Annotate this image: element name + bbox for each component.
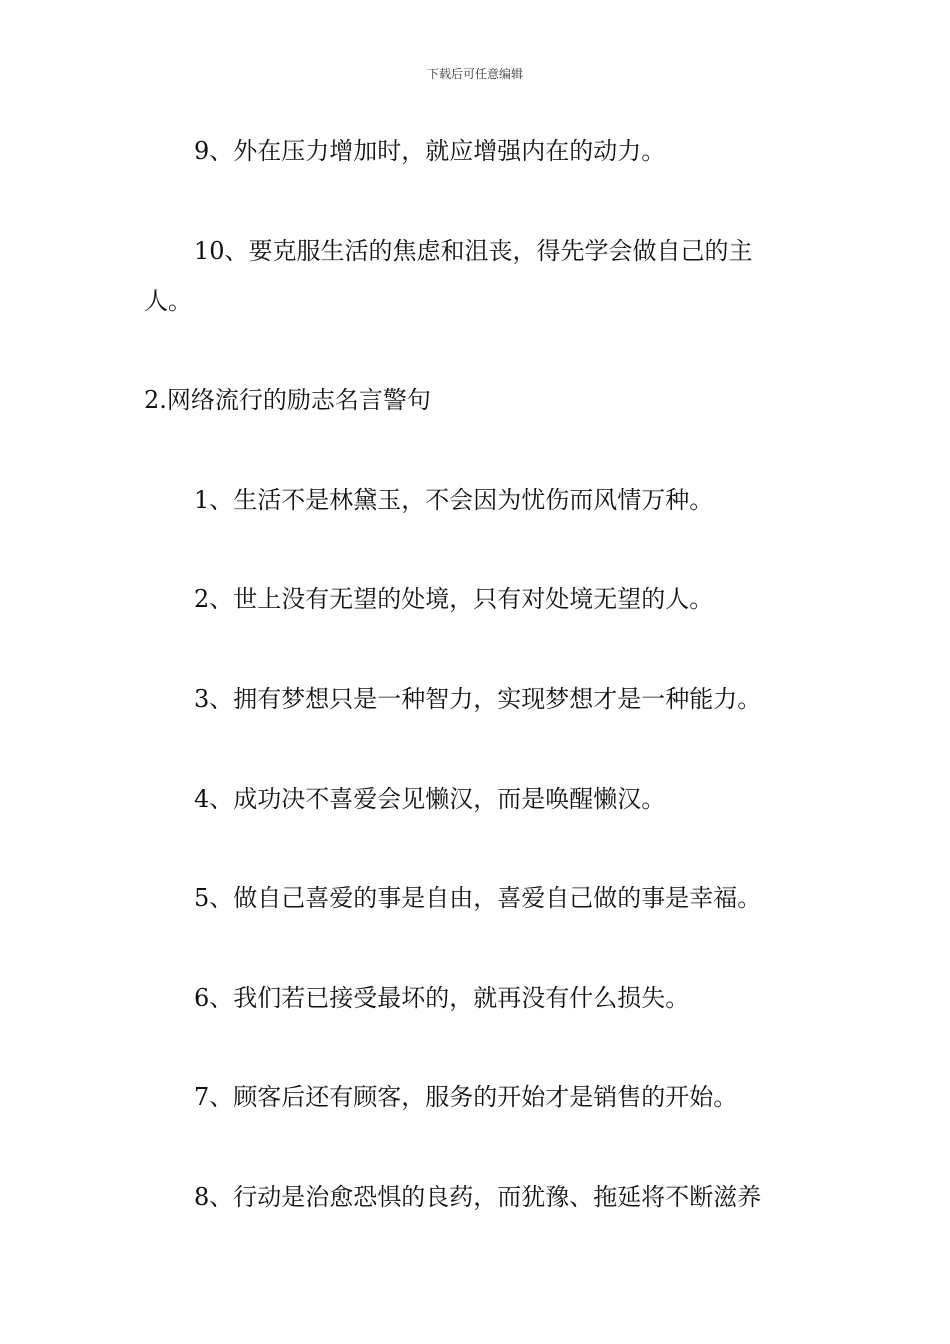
quote-line-5: 5、做自己喜爱的事是自由，喜爱自己做的事是幸福。 bbox=[194, 884, 762, 912]
quote-line-10: 10、要克服生活的焦虑和沮丧，得先学会做自己的主 bbox=[194, 237, 753, 265]
quote-line-6: 6、我们若已接受最坏的，就再没有什么损失。 bbox=[194, 984, 690, 1012]
quote-line-8: 8、行动是治愈恐惧的良药，而犹豫、拖延将不断滋养 bbox=[194, 1183, 762, 1211]
section-heading: 2.网络流行的励志名言警句 bbox=[144, 386, 431, 414]
page-header: 下载后可任意编辑 bbox=[426, 67, 523, 81]
quote-line-2: 2、世上没有无望的处境，只有对处境无望的人。 bbox=[194, 585, 714, 613]
quote-line-9: 9、外在压力增加时，就应增强内在的动力。 bbox=[194, 137, 666, 165]
quote-line-4: 4、成功决不喜爱会见懒汉，而是唤醒懒汉。 bbox=[194, 785, 666, 813]
quote-line-3: 3、拥有梦想只是一种智力，实现梦想才是一种能力。 bbox=[194, 685, 762, 713]
quote-line-7: 7、顾客后还有顾客，服务的开始才是销售的开始。 bbox=[194, 1083, 738, 1111]
quote-line-10-continued: 人。 bbox=[144, 287, 192, 315]
quote-line-1: 1、生活不是林黛玉，不会因为忧伤而风情万种。 bbox=[194, 486, 714, 514]
